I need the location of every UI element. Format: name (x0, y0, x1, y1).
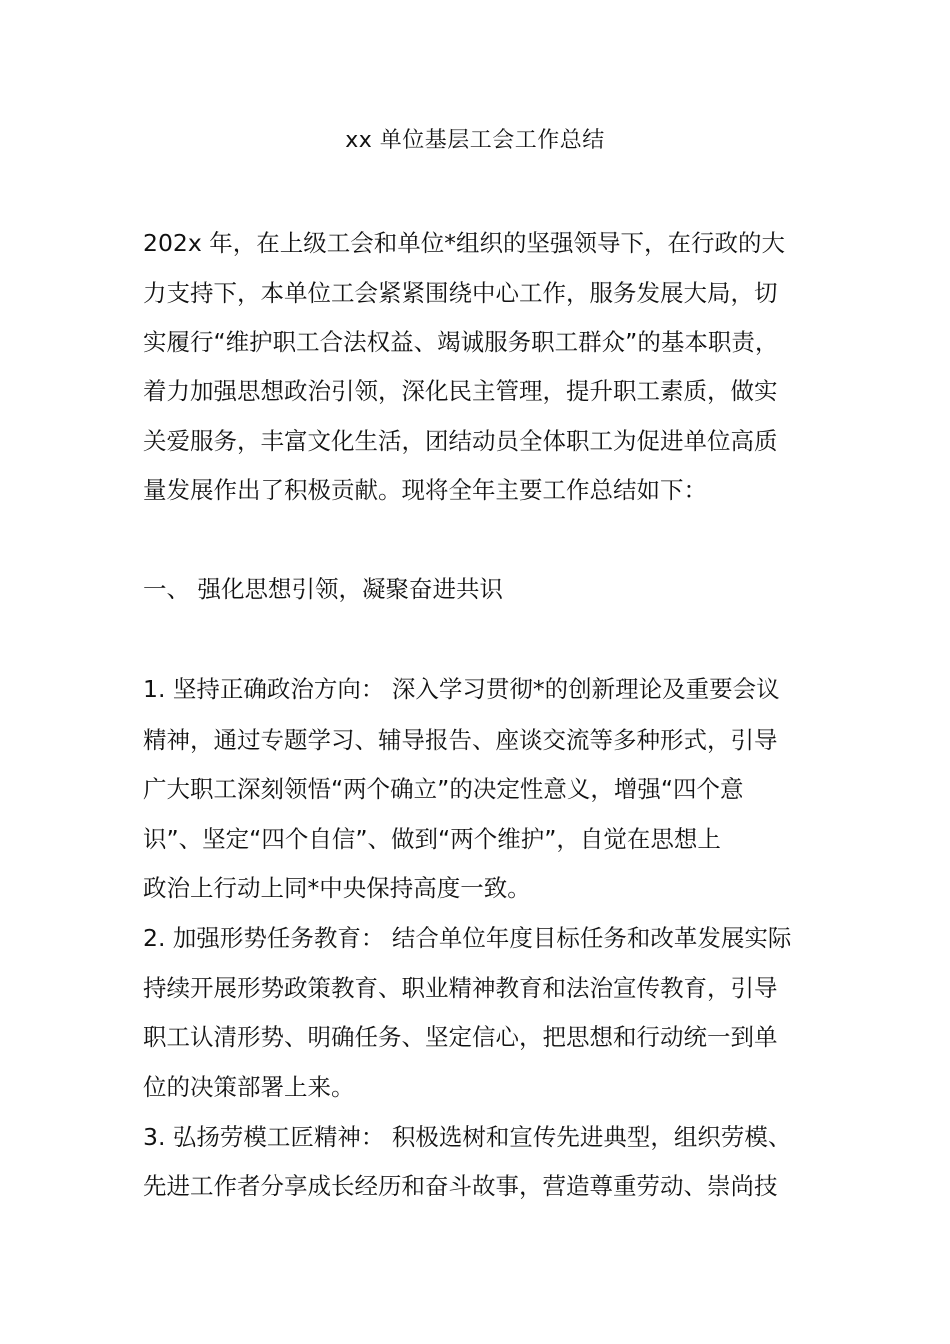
intro-line-2: 力支持下，本单位工会紧紧围绕中心工作，服务发展大局，切 (143, 279, 778, 307)
item1-line-5: 政治上行动上同*中央保持高度一致。 (143, 874, 531, 902)
intro-line-4: 着力加强思想政治引领，深化民主管理，提升职工素质，做实 (143, 377, 778, 405)
item3-line-1: 3. 弘扬劳模工匠精神： 积极选树和宣传先进典型，组织劳模、 (143, 1123, 792, 1151)
item1-line-2: 精神，通过专题学习、辅导报告、座谈交流等多种形式，引导 (143, 726, 778, 754)
document-title: xx 单位基层工会工作总结 (345, 128, 605, 153)
item1-line-3: 广大职工深刻领悟“两个确立”的决定性意义，增强“四个意 (143, 775, 744, 803)
item1-line-4: 识”、坚定“四个自信”、做到“两个维护”，自觉在思想上 (143, 825, 721, 853)
intro-line-5: 关爱服务，丰富文化生活，团结动员全体职工为促进单位高质 (143, 427, 778, 455)
item2-line-4: 位的决策部署上来。 (143, 1073, 355, 1101)
intro-line-3: 实履行“维护职工合法权益、竭诚服务职工群众”的基本职责， (143, 328, 779, 356)
intro-line-6: 量发展作出了积极贡献。现将全年主要工作总结如下： (143, 476, 707, 504)
item1-line-1: 1. 坚持正确政治方向： 深入学习贯彻*的创新理论及重要会议 (143, 675, 780, 703)
item2-line-3: 职工认清形势、明确任务、坚定信心，把思想和行动统一到单 (143, 1023, 778, 1051)
item2-line-1: 2. 加强形势任务教育： 结合单位年度目标任务和改革发展实际 (143, 924, 792, 952)
section-heading-1: 一、 强化思想引领，凝聚奋进共识 (143, 575, 503, 603)
intro-line-1: 202x 年，在上级工会和单位*组织的坚强领导下，在行政的大 (143, 229, 785, 257)
item3-line-2: 先进工作者分享成长经历和奋斗故事，营造尊重劳动、崇尚技 (143, 1172, 778, 1200)
item2-line-2: 持续开展形势政策教育、职业精神教育和法治宣传教育，引导 (143, 974, 778, 1002)
